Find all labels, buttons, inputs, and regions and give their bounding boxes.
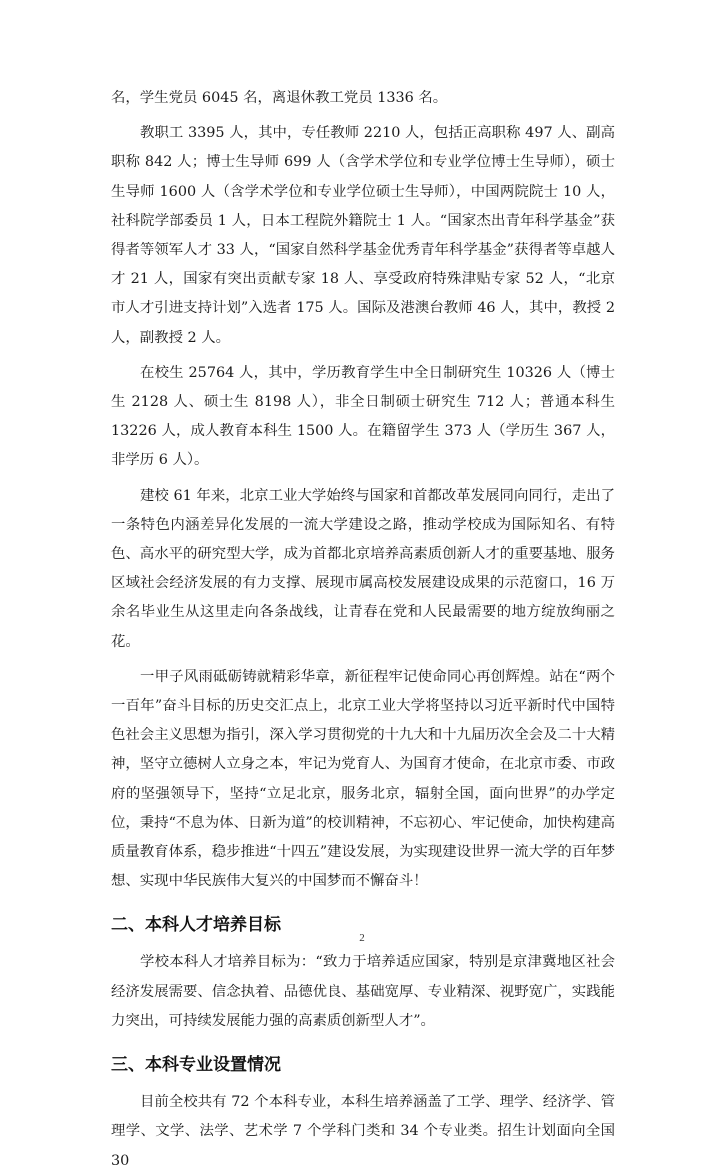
section-heading-majors: 三、本科专业设置情况	[111, 1055, 281, 1076]
paragraph-mission: 一甲子风雨砥砺铸就精彩华章，新征程牢记使命同心再创辉煌。站在“两个一百年”奋斗目标的历史交汇点上，北京工业大学将坚持以习近平新时代中国特色社会主义思想为指引，深入学习贯彻党的十九大和十九届历次全会及二十大精神，坚守立德树人立身之本，牢记为党育人、为国育才使命，在北京市委、市政府的坚强领导下，坚持“立足北京，服务北京，辐射全国，面向世界”的办学定位，秉持“不息为体、日新为道”的校训精神，不忘初心、牢记使命，加快构建高质量教育体系，稳步推进“十四五”建设发展，为实现建设世界一流大学的百年梦想、实现中华民族伟大复兴的中国梦而不懈奋斗！	[111, 668, 615, 890]
paragraph-training-goals: 学校本科人才培养目标为：“致力于培养适应国家，特别是京津冀地区社会经济发展需要、信念执着、品德优良、基础宽厚、专业精深、视野宽广，实践能力突出，可持续发展能力强的高素质创新型人才”。	[111, 954, 615, 1029]
paragraph-history: 建校 61 年来，北京工业大学始终与国家和首都改革发展同向同行，走出了一条特色内涵差异化发展的一流大学建设之路，推动学校成为国际知名、有特色、高水平的研究型大学，成为首都北京培养高素质创新人才的重要基地、服务区域社会经济发展的有力支撑、展现市属高校发展建设成果的示范窗口，16 万余名毕业生从这里走向各条战线，让青春在党和人民最需要的地方绽放绚丽之花。	[111, 487, 615, 650]
paragraph-students: 在校生 25764 人，其中，学历教育学生中全日制研究生 10326 人（博士生 2128 人、硕士生 8198 人），非全日制硕士研究生 712 人；普通本科生 13226 人，成人教育本科生 1500 人。在籍留学生 373 人（学历生 367 人，非学历 6 人）。	[111, 364, 615, 469]
document-page	[111, 84, 615, 1176]
paragraph-majors: 目前全校共有 72 个本科专业，本科生培养涵盖了工学、理学、经济学、管理学、文学、法学、艺术学 7 个学科门类和 34 个专业类。招生计划面向全国 30	[111, 1094, 615, 1169]
paragraph-party-members: 名，学生党员 6045 名，离退休教工党员 1336 名。	[111, 90, 448, 106]
page-number: 2	[359, 932, 365, 944]
section-heading-training-goals: 二、本科人才培养目标	[111, 915, 281, 936]
paragraph-staff: 教职工 3395 人，其中，专任教师 2210 人，包括正高职称 497 人、副高职称 842 人；博士生导师 699 人（含学术学位和专业学位博士生导师），硕士生导师 1600 人（含学术学位和专业学位硕士生导师），中国两院院士 10 人，社科院学部委员 1 人，日本工程院外籍院士 1 人。“国家杰出青年科学基金”获得者等领军人才 33 人，“国家自然科学基金优秀青年科学基金”获得者等卓越人才 21 人，国家有突出贡献专家 18 人、享受政府特殊津贴专家 52 人，“北京市人才引进支持计划”入选者 175 人。国际及港澳台教师 46 人，其中，教授 2 人，副教授 2 人。	[111, 125, 615, 346]
